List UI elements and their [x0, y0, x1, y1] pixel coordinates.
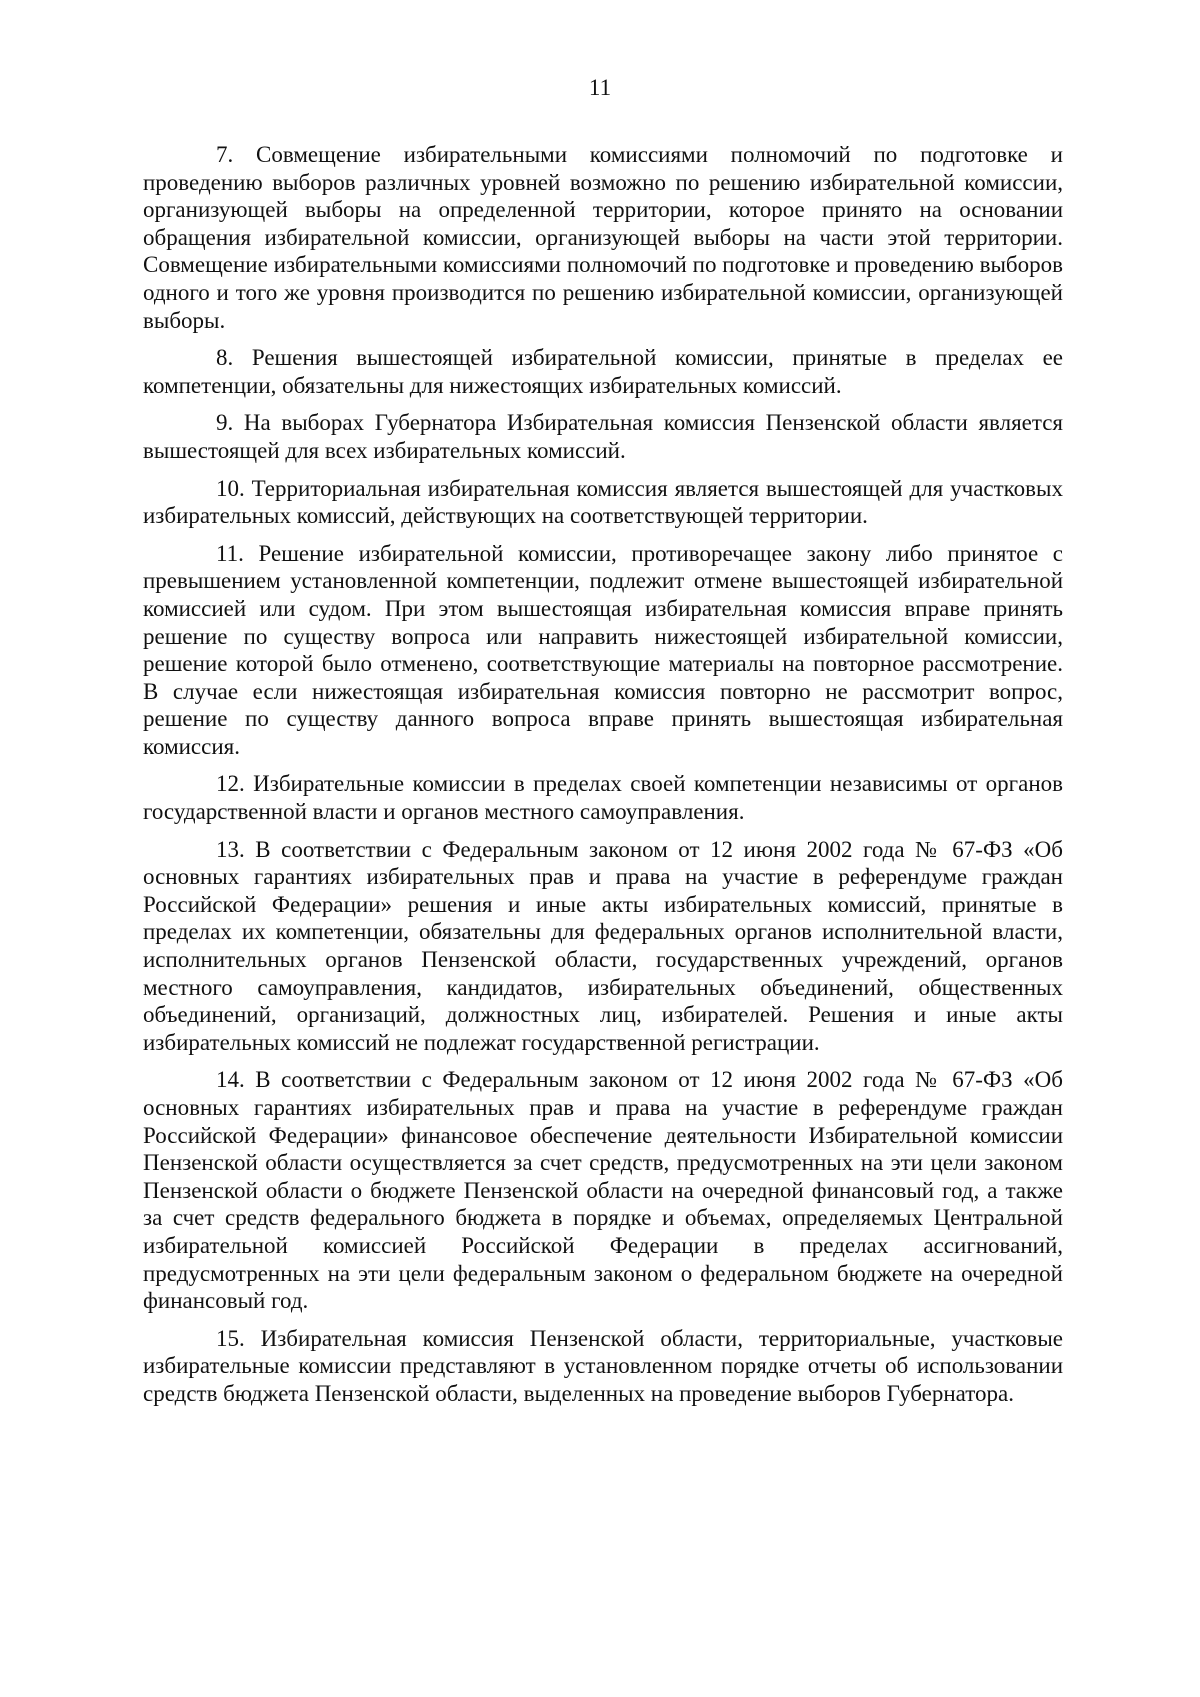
paragraph-7: 7. Совмещение избирательными комиссиями полномочий по подготовке и проведению выборов различных уровней возможно по решению избирательной комиссии, организующей выборы на определенной территории, которое принято на основании обращения избирательной комиссии, организующей выборы на части этой территории. Совмещение избирательными комиссиями полномочий по подготовке и проведению выборов одного и того же уровня производится по решению избирательной комиссии, организующей выборы. — [143, 142, 1063, 333]
paragraph-9: 9. На выборах Губернатора Избирательная комиссия Пензенской области является вышестоящей для всех избирательных комиссий. — [143, 410, 1063, 463]
paragraph-10: 10. Территориальная избирательная комиссия является вышестоящей для участковых избирательных комиссий, действующих на соответствующей территории. — [143, 475, 1063, 529]
paragraph-14: 14. В соответствии с Федеральным законом от 12 июня 2002 года № 67-ФЗ «Об основных гарантиях избирательных прав и права на участие в референдуме граждан Российской Федерации» финансовое обеспечение деятельности Избирательной комиссии Пензенской области осуществляется за счет средств, предусмотренных на эти цели законом Пензенской области о бюджете Пензенской области на очередной финансовый год, а также за счет средств федерального бюджета в порядке и объемах, определяемых Центральной избирательной комиссией Российской Федерации в пределах ассигнований, предусмотренных на эти цели федеральным законом о федеральном бюджете на очередной финансовый год. — [143, 1067, 1063, 1314]
paragraph-13: 13. В соответствии с Федеральным законом от 12 июня 2002 года № 67-ФЗ «Об основных гарантиях избирательных прав и права на участие в референдуме граждан Российской Федерации» решения и иные акты избирательных комиссий, принятые в пределах их компетенции, обязательны для федеральных органов исполнительной власти, исполнительных органов Пензенской области, государственных учреждений, органов местного самоуправления, кандидатов, избирательных объединений, общественных объединений, организаций, должностных лиц, избирателей. Решения и иные акты избирательных комиссий не подлежат государственной регистрации. — [143, 836, 1063, 1055]
page-number: 11 — [588, 75, 612, 100]
document-body — [143, 141, 1063, 1418]
paragraph-8: 8. Решения вышестоящей избирательной комиссии, принятые в пределах ее компетенции, обязательны для нижестоящих избирательных комиссий. — [143, 345, 1063, 398]
paragraph-11: 11. Решение избирательной комиссии, противоречащее закону либо принятое с превышением установленной компетенции, подлежит отмене вышестоящей избирательной комиссией или судом. При этом вышестоящая избирательная комиссия вправе принять решение по существу вопроса или направить нижестоящей избирательной комиссии, решение которой было отменено, соответствующие материалы на повторное рассмотрение. В случае если нижестоящая избирательная комиссия повторно не рассмотрит вопрос, решение по существу данного вопроса вправе принять вышестоящая избирательная комиссия. — [143, 540, 1063, 759]
paragraph-15: 15. Избирательная комиссия Пензенской области, территориальные, участковые избирательные комиссии представляют в установленном порядке отчеты об использовании средств бюджета Пензенской области, выделенных на проведение выборов Губернатора. — [143, 1325, 1063, 1406]
paragraph-12: 12. Избирательные комиссии в пределах своей компетенции независимы от органов государственной власти и органов местного самоуправления. — [143, 771, 1063, 825]
